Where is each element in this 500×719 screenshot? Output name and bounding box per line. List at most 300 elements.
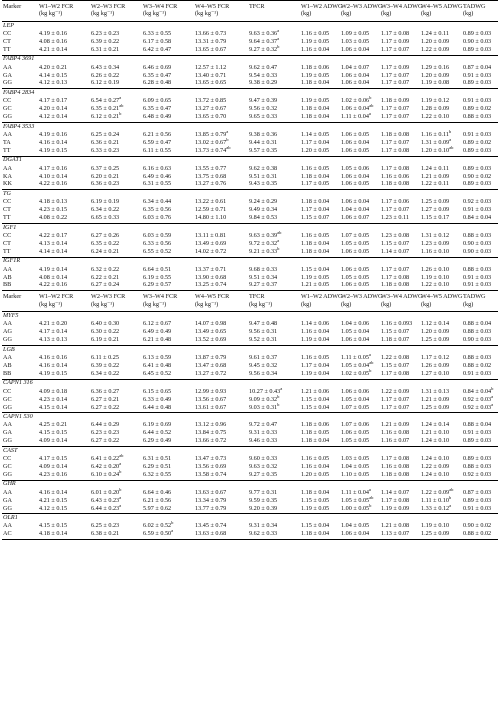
table-cell: 6.41 ± 0.22$^{ab}$ [91,453,124,463]
table-cell: 1.17 ± 0.04 [301,138,330,146]
table-cell: 1.22 ± 0.10 [421,113,450,121]
table-cell: 6.21 ± 0.56 [143,131,172,139]
table-cell: 1.20 ± 0.05 [301,470,330,478]
table-cell: 4.08 ± 0.16 [39,37,68,45]
table-cell: 6.11 ± 0.55 [143,146,171,154]
table-cell: AA [3,320,12,328]
table-cell: 1.27 ± 0.09 [421,206,450,214]
table-cell: 6.25 ± 0.24 [91,131,120,139]
column-header: W1–W2 FCR (kg kg⁻¹) [38,1,90,22]
table-cell: 1.17 ± 0.12 [421,354,450,362]
table-cell: 9.56 ± 0.34 [249,369,278,377]
table-cell: 6.39 ± 0.22 [91,361,120,369]
table-cell: 9.64 ± 0.37$^a$ [249,35,280,45]
table-cell: 6.23 ± 0.23 [91,30,120,37]
significance-superscript: ab [119,103,124,109]
table-cell: 6.44 ± 0.29 [91,421,120,429]
table-cell: 1.22 ± 0.08 [381,354,410,362]
table-cell: 4.19 ± 0.15 [39,146,68,154]
table-cell: AB [3,361,12,369]
table-cell: 1.21 ± 0.09 [381,421,410,429]
table-cell: 9.27 ± 0.37 [249,281,278,289]
table-cell: 1.03 ± 0.05 [341,455,370,463]
table-cell: 6.27 ± 0.22 [91,403,120,411]
table-cell: 6.25 ± 0.23 [91,522,120,530]
table-cell: 1.16 ± 0.08 [381,429,410,437]
table-cell: 0.87 ± 0.04 [463,63,492,71]
table-cell: 0.89 ± 0.03 [463,146,492,154]
table-cell: 1.04 ± 0.05 [341,522,370,530]
table-cell: 1.06 ± 0.04 [341,336,370,344]
table-cell: 1.06 ± 0.05 [341,247,370,255]
table-cell: 6.31 ± 0.21 [91,45,120,53]
table-cell: 1.00 ± 0.05$^b$ [341,502,372,512]
table-cell: 4.22 ± 0.17 [39,232,68,240]
table-cell: 13.25 ± 0.74 [195,281,227,289]
significance-superscript: b [119,486,122,492]
table-cell: 1.15 ± 0.07 [381,239,410,247]
table-cell: 6.02 ± 0.52$^b$ [143,520,174,530]
table-cell: 9.62 ± 0.33 [248,531,300,539]
table-cell: 14.02 ± 0.72 [195,247,227,255]
table-row [2,181,498,189]
table-cell: 6.42 ± 0.47 [143,45,172,53]
table-cell: 1.20 ± 0.05 [301,146,330,154]
table-cell: 9.56 ± 0.32 [249,105,278,113]
table-cell: 1.21 ± 0.06 [301,387,330,395]
table-cell: 1.15 ± 0.17 [421,214,450,222]
significance-superscript: a [119,460,122,466]
column-header: TFCR [248,1,300,22]
marker-name: CAST [2,447,498,457]
column-header: W2–W3 ADWG (kg) [340,291,380,312]
table-cell: 9.51 ± 0.31 [249,172,278,180]
table-cell: 4.21 ± 0.14 [39,45,68,53]
table-cell: 1.16 ± 0.08 [381,462,410,470]
table-row [2,371,498,379]
table-cell: 6.19 ± 0.19 [91,198,120,206]
table-row [2,249,498,257]
table-cell: 6.22 ± 0.21 [91,273,120,281]
table-cell: 1.18 ± 0.08 [381,470,410,478]
table-cell: 0.91 ± 0.03 [463,369,492,377]
table-cell: 6.43 ± 0.34 [91,63,120,71]
significance-superscript: b [119,111,122,117]
significance-superscript: b [119,468,122,474]
table-row [2,506,498,514]
column-header: W3–W4 FCR (kg kg⁻¹) [142,291,194,312]
table-cell: 1.17 ± 0.07 [381,403,410,411]
table-cell: 9.84 ± 0.53 [249,214,278,222]
table-cell: 1.04 ± 0.04 [341,206,370,214]
table-cell: 6.33 ± 0.23 [91,146,120,154]
significance-superscript: b [448,129,452,135]
genotype-effects-table [2,0,498,540]
table-cell: 4.19 ± 0.14 [39,265,68,273]
table-cell: 9.47 ± 0.39 [249,97,278,105]
significance-superscript: a [449,502,452,508]
table-cell: KA [3,172,12,180]
table-cell: 4.14 ± 0.15 [39,71,68,79]
table-cell: 1.19 ± 0.08 [421,79,450,87]
table-cell: 9.21 ± 0.33$^b$ [249,245,280,255]
table-cell: 4.17 ± 0.17 [39,97,68,105]
table-cell: 1.06 ± 0.04 [340,531,380,539]
table-cell: 0.90 ± 0.02 [463,522,492,530]
significance-superscript: a [277,237,280,243]
table-row [2,472,498,480]
table-cell: 13.77 ± 0.79 [195,504,227,512]
table-cell: 0.88 ± 0.03 [463,232,492,240]
table-cell: 9.47 ± 0.48 [249,320,278,328]
table-cell: 1.25 ± 0.09 [421,336,450,344]
table-cell: 6.49 ± 0.49 [143,328,172,336]
table-cell: BB [3,281,12,289]
table-section-2 [2,291,498,540]
table-cell: 0.92 ± 0.03$^a$ [463,393,494,403]
table-cell: 4.20 ± 0.14 [39,105,68,113]
table-row [2,148,498,156]
table-cell: 1.16 ± 0.05 [301,164,330,172]
table-cell: 0.92 ± 0.03 [463,470,492,478]
table-cell: 1.20 ± 0.10$^{ab}$ [421,144,454,154]
table-cell: 1.10 ± 0.05 [341,470,370,478]
table-cell: 4.09 ± 0.18 [39,387,68,395]
table-cell: 1.06 ± 0.04 [341,71,370,79]
table-cell: 6.12 ± 0.21$^b$ [91,111,122,121]
table-cell: 1.17 ± 0.08 [381,146,410,154]
table-cell: 1.14 ± 0.07 [381,247,410,255]
table-cell: 1.11 ± 0.10$^b$ [421,494,452,504]
table-cell: 6.35 ± 0.22 [91,239,120,247]
table-cell: GC [3,105,12,113]
table-cell: 0.91 ± 0.03 [463,281,492,289]
table-cell: 9.63 ± 0.39$^{ab}$ [249,230,282,240]
significance-superscript: b [448,494,452,500]
table-cell: 6.43 ± 0.23$^a$ [91,494,122,504]
table-cell: 6.35 ± 0.47 [143,71,172,79]
table-cell: 6.34 ± 0.22 [91,369,120,377]
table-cell: GC [3,395,12,403]
significance-superscript: b [277,245,280,251]
table-cell: 9.24 ± 0.29 [249,198,278,206]
table-cell: 1.12 ± 0.14 [421,320,450,328]
table-cell: 1.05 ± 0.06 [341,164,370,172]
table-cell: 0.89 ± 0.02 [463,105,492,113]
table-cell: 1.18 ± 0.04 [301,239,330,247]
table-cell: 1.17 ± 0.07 [381,206,410,214]
table-cell: 1.05 ± 0.04$^{ab}$ [341,359,374,369]
table-cell: 13.73 ± 0.74$^{ab}$ [195,144,231,154]
table-cell: 0.90 ± 0.03 [463,239,492,247]
table-cell: 1.17 ± 0.08 [381,369,410,377]
table-cell: 13.49 ± 0.65 [195,328,227,336]
marker-name: FABP4 2834 [2,89,498,99]
table-cell: 6.42 ± 0.20$^a$ [91,460,122,470]
table-cell: 1.17 ± 0.08 [381,164,410,172]
table-cell: 1.06 ± 0.05 [341,429,370,437]
table-cell: 6.30 ± 0.22 [91,328,120,336]
table-cell: 0.92 ± 0.03 [463,198,492,206]
significance-superscript: ab [277,230,282,236]
table-cell: 1.17 ± 0.04 [301,206,330,214]
table-cell: 1.17 ± 0.07 [381,113,410,121]
table-cell: 6.29 ± 0.49 [143,437,172,445]
table-cell: 1.04 ± 0.07 [341,63,370,71]
table-cell: 13.72 ± 0.85 [195,97,227,105]
table-cell: 1.19 ± 0.09 [381,504,410,512]
table-cell: 6.21 ± 0.56 [143,496,172,504]
table-cell: 1.16 ± 0.07 [381,437,410,445]
table-cell: AG [3,328,12,336]
column-header: W4–W5 FCR (kg kg⁻¹) [194,1,248,22]
table-cell: 4.13 ± 0.14 [39,239,68,247]
table-cell: 1.16 ± 0.05 [301,455,330,463]
table-cell: 6.09 ± 0.65 [143,97,172,105]
table-cell: 1.19 ± 0.05 [301,97,330,105]
table-cell: 4.16 ± 0.14 [39,138,68,146]
table-cell: 6.59 ± 0.47 [143,138,172,146]
marker-name: CAPN1 316 [2,379,498,389]
table-cell: 9.57 ± 0.35 [249,146,278,154]
table-cell: 1.19 ± 0.12 [421,97,450,105]
table-cell: 6.20 ± 0.21 [91,172,120,180]
table-cell: 6.16 ± 0.63 [143,164,172,172]
table-cell: 1.29 ± 0.16 [421,63,450,71]
table-cell: CT [3,37,11,45]
table-cell: 4.23 ± 0.14 [39,395,68,403]
table-cell: 1.16 ± 0.05 [301,232,330,240]
table-cell: 1.06 ± 0.04 [341,198,370,206]
column-header: W2–W3 FCR (kg kg⁻¹) [90,291,142,312]
table-cell: 6.19 ± 0.55 [143,273,172,281]
table-cell: 13.47 ± 0.68 [195,361,227,369]
table-cell: 4.19 ± 0.16 [39,131,68,139]
table-cell: 1.17 ± 0.07 [381,265,410,273]
table-cell: 4.16 ± 0.14 [39,361,68,369]
table-cell: 13.61 ± 0.67 [195,403,227,411]
significance-superscript: b [171,520,174,526]
table-cell: BB [3,369,12,377]
table-cell: 4.09 ± 0.14 [39,462,68,470]
table-cell: 1.03 ± 0.05 [341,37,370,45]
table-row [2,80,498,88]
table-cell: 6.34 ± 0.22 [91,206,120,214]
table-cell: TT [3,214,11,222]
table-cell: 1.05 ± 0.04 [341,328,370,336]
column-header: W2–W3 ADWG (kg) [340,1,380,22]
table-cell: 1.18 ± 0.04 [301,79,330,87]
table-cell: 6.13 ± 0.59 [143,354,172,362]
table-cell: 4.17 ± 0.14 [39,328,68,336]
table-cell: 1.16 ± 0.05 [301,30,330,37]
table-cell: 1.15 ± 0.04 [301,265,330,273]
table-cell: 13.27 ± 0.76 [195,180,227,188]
table-cell: 1.33 ± 0.12$^a$ [421,502,452,512]
table-cell: 6.17 ± 0.58 [143,37,172,45]
table-cell: 1.06 ± 0.04 [341,79,370,87]
table-cell: 9.60 ± 0.33 [249,455,278,463]
column-header: W4–W5 FCR (kg kg⁻¹) [194,291,248,312]
table-cell: 0.84 ± 0.04 [463,214,492,222]
table-cell: 6.44 ± 0.23$^a$ [91,502,122,512]
table-section-1 [2,1,498,291]
table-cell: 6.54 ± 0.27$^a$ [91,95,122,105]
table-cell: 1.16 ± 0.04 [301,328,330,336]
marker-name: DGAT1 [2,156,498,166]
table-cell: 6.27 ± 0.21 [91,395,120,403]
table-cell: 6.29 ± 0.51 [143,462,172,470]
table-cell: 6.44 ± 0.52 [143,429,172,437]
table-cell: 1.09 ± 0.05 [341,30,370,37]
table-cell: 1.17 ± 0.04 [301,361,330,369]
significance-superscript: ab [369,359,374,365]
table-cell: 4.18 ± 0.13 [39,198,68,206]
table-cell: 9.46 ± 0.33 [249,437,278,445]
table-cell: 1.02 ± 0.06$^b$ [341,95,372,105]
table-cell: AA [3,522,12,530]
table-cell: 6.32 ± 0.55 [143,470,172,478]
table-cell: 9.51 ± 0.34 [249,273,278,281]
table-cell: 1.17 ± 0.06 [381,198,410,206]
table-cell: 1.07 ± 0.05 [341,403,370,411]
table-cell: 1.06 ± 0.04 [341,45,370,53]
table-cell: 0.91 ± 0.03 [463,206,492,214]
table-row [2,438,498,446]
table-cell: 6.03 ± 0.59 [143,232,172,240]
table-cell: 0.88 ± 0.04 [463,320,492,328]
table-cell: 13.63 ± 0.68 [194,531,248,539]
table-cell: 4.16 ± 0.14 [39,488,68,496]
marker-name: IGF1 [2,224,498,234]
table-cell: AC [2,531,38,539]
table-cell: 1.18 ± 0.08 [381,131,410,139]
table-cell: 1.18 ± 0.09 [381,97,410,105]
table-cell: 9.54 ± 0.33 [249,71,278,79]
table-cell: 13.85 ± 0.79$^a$ [195,129,229,139]
table-cell: 1.05 ± 0.05 [341,239,370,247]
table-cell: 1.22 ± 0.09$^{ab}$ [421,486,454,496]
table-cell: 4.13 ± 0.13 [39,336,68,344]
table-cell: 1.17 ± 0.08 [381,30,410,37]
table-cell: 1.15 ± 0.04 [301,522,330,530]
table-cell: CT [3,206,11,214]
table-cell: 1.21 ± 0.05 [301,281,330,289]
table-cell: 9.20 ± 0.39 [249,504,278,512]
table-cell: 1.06 ± 0.07 [341,214,370,222]
table-cell: 0.88 ± 0.03 [463,113,492,121]
significance-superscript: b [226,136,229,142]
table-cell: 6.33 ± 0.55 [143,30,172,37]
table-cell: GA [3,496,12,504]
table-cell: 1.22 ± 0.09 [381,387,410,395]
table-cell: 6.12 ± 0.19 [91,79,120,87]
table-cell: 1.20 ± 0.09 [421,328,450,336]
table-cell: 6.19 ± 0.69 [143,421,172,429]
table-cell: GA [3,71,12,79]
table-cell: 1.22 ± 0.11 [421,180,449,188]
table-cell: 1.17 ± 0.08 [381,273,410,281]
significance-superscript: ab [226,144,231,150]
table-cell: 1.05 ± 0.05 [341,437,370,445]
significance-superscript: a [491,393,494,399]
column-header: W3–W4 FCR (kg kg⁻¹) [142,1,194,22]
table-cell: 6.38 ± 0.21 [90,531,142,539]
table-cell: 4.23 ± 0.16 [39,470,68,478]
table-cell: 1.19 ± 0.04 [301,369,330,377]
table-cell: 1.21 ± 0.10 [421,429,450,437]
table-cell: 13.11 ± 0.81 [195,232,227,240]
table-cell: 9.43 ± 0.35 [249,180,278,188]
significance-superscript: b [491,385,494,391]
table-cell: 1.17 ± 0.08 [381,496,410,504]
table-cell: TT [3,247,11,255]
table-cell: 1.15 ± 0.07 [301,214,330,222]
table-cell: 13.56 ± 0.69 [195,462,227,470]
table-cell: 6.34 ± 0.44 [143,198,172,206]
table-cell: 6.23 ± 0.23 [91,429,120,437]
table-cell: 13.52 ± 0.69 [195,336,227,344]
table-cell: 1.05 ± 0.05$^{ab}$ [341,494,374,504]
table-cell: 6.44 ± 0.48 [143,403,172,411]
table-cell: 1.15 ± 0.05 [301,496,330,504]
table-cell: 1.17 ± 0.07 [381,395,410,403]
table-cell: 9.31 ± 0.34 [249,522,278,530]
table-cell: 6.10 ± 0.24$^b$ [91,468,122,478]
table-row [2,337,498,345]
table-cell: 1.16 ± 0.04 [301,462,330,470]
table-cell: 0.90 ± 0.03 [463,336,492,344]
marker-name: CAPN1 530 [2,413,498,423]
table-cell: 1.27 ± 0.10 [421,369,450,377]
table-cell: 1.02 ± 0.05$^b$ [341,367,372,377]
table-cell: 1.07 ± 0.06 [341,421,370,429]
significance-superscript: ab [369,103,374,109]
significance-superscript: a [119,494,122,500]
table-cell: 6.40 ± 0.30 [91,320,120,328]
table-cell: 1.31 ± 0.12 [421,232,450,240]
table-cell: 1.18 ± 0.07 [381,336,410,344]
table-row [2,47,498,55]
table-cell: 0.91 ± 0.03 [463,429,492,437]
marker-name: LEP [2,22,498,32]
table-cell: 6.24 ± 0.21 [91,247,120,255]
table-cell: 1.06 ± 0.04$^{ab}$ [341,103,374,113]
table-cell: 1.20 ± 0.09 [421,71,450,79]
table-cell: 1.22 ± 0.09 [421,45,450,53]
table-cell: 6.27 ± 0.22 [91,437,120,445]
table-cell: 10.27 ± 0.43$^a$ [249,385,283,395]
table-cell: 13.65 ± 0.70 [195,113,227,121]
table-cell: 1.16 ± 0.093 [381,320,413,328]
table-cell: CC [3,387,12,395]
marker-name: FABP4 3691 [2,55,498,65]
significance-superscript: a [277,35,280,41]
table-cell: 1.24 ± 0.10 [421,437,450,445]
table-cell: 1.16 ± 0.06 [381,172,410,180]
table-cell: GG [3,113,12,121]
significance-superscript: ab [449,144,454,150]
table-cell: 1.31 ± 0.09$^a$ [421,136,452,146]
table-cell: 6.36 ± 0.21 [91,138,120,146]
table-cell: 1.16 ± 0.04 [301,45,330,53]
table-cell: 4.08 ± 0.22 [39,214,68,222]
table-cell: 13.27 ± 0.67 [195,105,227,113]
table-cell: 6.35 ± 0.56 [143,206,172,214]
table-cell: 1.17 ± 0.07 [381,105,410,113]
table-cell: 1.06 ± 0.04 [341,138,370,146]
table-cell: TA [3,138,11,146]
